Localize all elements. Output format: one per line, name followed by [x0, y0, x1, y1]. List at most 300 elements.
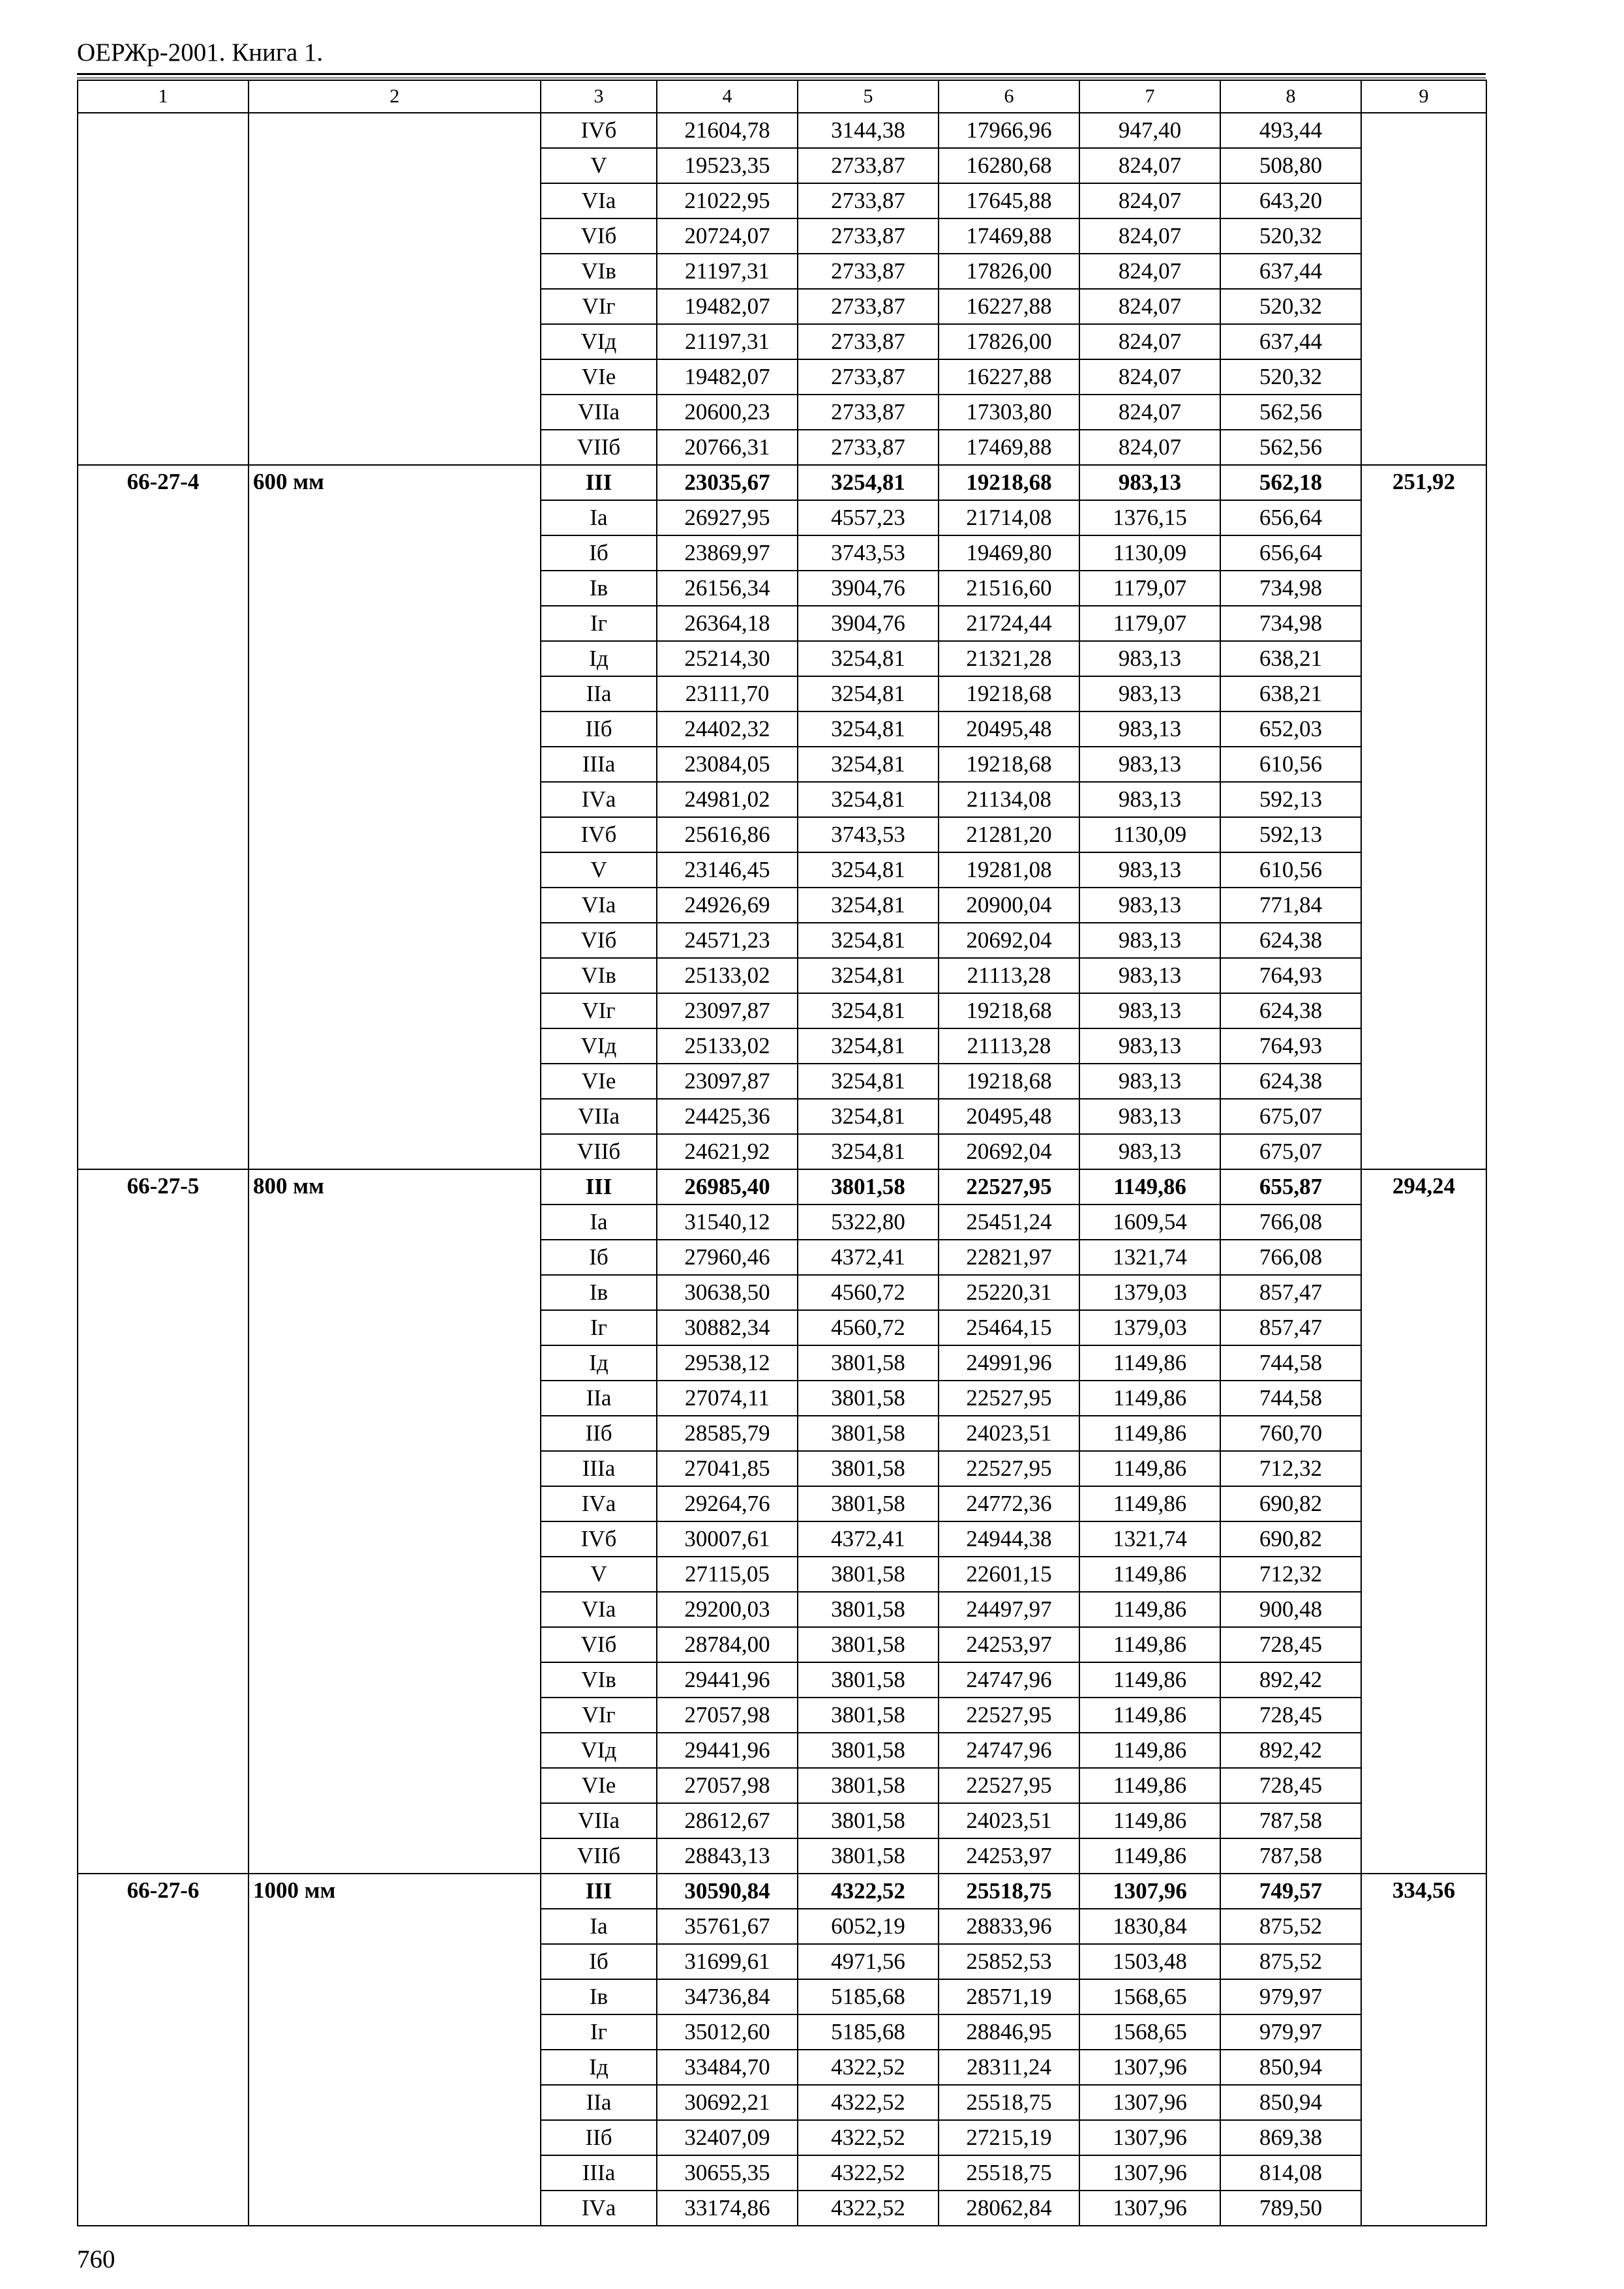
value-cell: 16227,88 [939, 289, 1079, 324]
zone-cell: VIIб [541, 430, 657, 465]
value-cell: 850,94 [1220, 2050, 1361, 2085]
value-cell: 27057,98 [657, 1698, 798, 1733]
value-cell: 983,13 [1079, 782, 1220, 817]
value-cell: 857,47 [1220, 1310, 1361, 1345]
value-cell: 728,45 [1220, 1768, 1361, 1803]
zone-cell: IVб [541, 113, 657, 148]
value-cell: 28833,96 [939, 1909, 1079, 1944]
value-cell: 3254,81 [798, 888, 939, 923]
value-cell: 25616,86 [657, 817, 798, 852]
zone-cell: VIв [541, 254, 657, 289]
value-cell: 857,47 [1220, 1275, 1361, 1310]
value-cell: 17469,88 [939, 430, 1079, 465]
value-cell: 734,98 [1220, 571, 1361, 606]
value-cell: 690,82 [1220, 1521, 1361, 1557]
zone-cell: Iд [541, 1345, 657, 1381]
value-cell: 1149,86 [1079, 1451, 1220, 1486]
value-cell: 28612,67 [657, 1803, 798, 1838]
value-cell: 20900,04 [939, 888, 1079, 923]
value-cell: 592,13 [1220, 817, 1361, 852]
value-cell: 27057,98 [657, 1768, 798, 1803]
value-cell: 24425,36 [657, 1099, 798, 1134]
value-cell: 875,52 [1220, 1909, 1361, 1944]
value-cell: 28585,79 [657, 1416, 798, 1451]
value-cell: 21724,44 [939, 606, 1079, 641]
value-cell: 21113,28 [939, 1028, 1079, 1064]
value-cell: 22821,97 [939, 1240, 1079, 1275]
value-cell: 31540,12 [657, 1204, 798, 1240]
value-cell: 638,21 [1220, 641, 1361, 676]
value-cell: 24402,32 [657, 711, 798, 747]
value-cell: 27041,85 [657, 1451, 798, 1486]
zone-cell: V [541, 852, 657, 888]
value-cell: 1503,48 [1079, 1944, 1220, 1979]
value-cell: 3254,81 [798, 993, 939, 1028]
value-cell: 592,13 [1220, 782, 1361, 817]
value-cell: 26364,18 [657, 606, 798, 641]
value-cell: 30655,35 [657, 2155, 798, 2191]
value-cell: 983,13 [1079, 888, 1220, 923]
value-cell: 25518,75 [939, 1874, 1079, 1909]
value-cell: 3254,81 [798, 1134, 939, 1169]
value-cell: 22527,95 [939, 1169, 1079, 1204]
value-cell: 983,13 [1079, 711, 1220, 747]
value-cell: 814,08 [1220, 2155, 1361, 2191]
zone-cell: VIа [541, 888, 657, 923]
value-cell: 744,58 [1220, 1345, 1361, 1381]
value-cell: 652,03 [1220, 711, 1361, 747]
col9-cell: 251,92 [1361, 465, 1486, 1169]
value-cell: 983,13 [1079, 852, 1220, 888]
value-cell: 3801,58 [798, 1416, 939, 1451]
value-cell: 1179,07 [1079, 571, 1220, 606]
value-cell: 29441,96 [657, 1733, 798, 1768]
value-cell: 3801,58 [798, 1768, 939, 1803]
code-cell: 66-27-4 [78, 465, 248, 1169]
value-cell: 3254,81 [798, 711, 939, 747]
value-cell: 16280,68 [939, 148, 1079, 183]
value-cell: 33484,70 [657, 2050, 798, 2085]
value-cell: 25220,31 [939, 1275, 1079, 1310]
value-cell: 21134,08 [939, 782, 1079, 817]
value-cell: 24023,51 [939, 1803, 1079, 1838]
zone-cell: Iа [541, 1909, 657, 1944]
value-cell: 25518,75 [939, 2155, 1079, 2191]
column-number-cell: 7 [1079, 80, 1220, 113]
value-cell: 3801,58 [798, 1381, 939, 1416]
value-cell: 637,44 [1220, 254, 1361, 289]
code-cell: 66-27-6 [78, 1874, 248, 2226]
value-cell: 1149,86 [1079, 1381, 1220, 1416]
value-cell: 28784,00 [657, 1627, 798, 1662]
value-cell: 2733,87 [798, 324, 939, 359]
value-cell: 31699,61 [657, 1944, 798, 1979]
value-cell: 19218,68 [939, 676, 1079, 711]
page-number: 760 [77, 2245, 115, 2273]
value-cell: 850,94 [1220, 2085, 1361, 2120]
value-cell: 24991,96 [939, 1345, 1079, 1381]
value-cell: 19281,08 [939, 852, 1079, 888]
value-cell: 21516,60 [939, 571, 1079, 606]
zone-cell: Iб [541, 535, 657, 571]
zone-cell: VIIа [541, 1803, 657, 1838]
zone-cell: Iг [541, 2014, 657, 2050]
zone-cell: IVа [541, 2191, 657, 2226]
value-cell: 508,80 [1220, 148, 1361, 183]
value-cell: 3254,81 [798, 958, 939, 993]
zone-cell: IIб [541, 2120, 657, 2155]
value-cell: 3801,58 [798, 1627, 939, 1662]
value-cell: 21197,31 [657, 254, 798, 289]
value-cell: 17966,96 [939, 113, 1079, 148]
value-cell: 764,93 [1220, 1028, 1361, 1064]
value-cell: 766,08 [1220, 1204, 1361, 1240]
value-cell: 3801,58 [798, 1592, 939, 1627]
value-cell: 1149,86 [1079, 1803, 1220, 1838]
value-cell: 983,13 [1079, 958, 1220, 993]
name-cell: 800 мм [248, 1169, 541, 1874]
value-cell: 20766,31 [657, 430, 798, 465]
value-cell: 3801,58 [798, 1451, 939, 1486]
value-cell: 3801,58 [798, 1838, 939, 1874]
zone-cell: Iа [541, 1204, 657, 1240]
zone-cell: Iв [541, 1275, 657, 1310]
value-cell: 983,13 [1079, 1099, 1220, 1134]
zone-cell: VIе [541, 1768, 657, 1803]
value-cell: 17826,00 [939, 324, 1079, 359]
value-cell: 1307,96 [1079, 1874, 1220, 1909]
value-cell: 21022,95 [657, 183, 798, 218]
value-cell: 824,07 [1079, 395, 1220, 430]
table-row [78, 1169, 1486, 1204]
value-cell: 24571,23 [657, 923, 798, 958]
value-cell: 3254,81 [798, 1099, 939, 1134]
value-cell: 562,18 [1220, 465, 1361, 500]
value-cell: 1568,65 [1079, 1979, 1220, 2014]
value-cell: 29200,03 [657, 1592, 798, 1627]
column-number-cell: 6 [939, 80, 1079, 113]
value-cell: 35761,67 [657, 1909, 798, 1944]
value-cell: 4322,52 [798, 2120, 939, 2155]
value-cell: 20495,48 [939, 1099, 1079, 1134]
value-cell: 1307,96 [1079, 2120, 1220, 2155]
value-cell: 1149,86 [1079, 1416, 1220, 1451]
col9-cell: 294,24 [1361, 1169, 1486, 1874]
rates-table [77, 80, 1487, 2226]
value-cell: 869,38 [1220, 2120, 1361, 2155]
value-cell: 771,84 [1220, 888, 1361, 923]
value-cell: 1321,74 [1079, 1521, 1220, 1557]
value-cell: 17645,88 [939, 183, 1079, 218]
value-cell: 22527,95 [939, 1381, 1079, 1416]
value-cell: 787,58 [1220, 1803, 1361, 1838]
zone-cell: VIг [541, 289, 657, 324]
value-cell: 20692,04 [939, 1134, 1079, 1169]
value-cell: 3801,58 [798, 1803, 939, 1838]
value-cell: 1568,65 [1079, 2014, 1220, 2050]
value-cell: 983,13 [1079, 1064, 1220, 1099]
value-cell: 21113,28 [939, 958, 1079, 993]
value-cell: 1149,86 [1079, 1345, 1220, 1381]
value-cell: 3801,58 [798, 1169, 939, 1204]
zone-cell: VIе [541, 1064, 657, 1099]
value-cell: 2733,87 [798, 395, 939, 430]
zone-cell: Iа [541, 500, 657, 535]
table-row [78, 113, 1486, 148]
value-cell: 3801,58 [798, 1557, 939, 1592]
value-cell: 728,45 [1220, 1698, 1361, 1733]
zone-cell: IIIа [541, 747, 657, 782]
value-cell: 1321,74 [1079, 1240, 1220, 1275]
value-cell: 21321,28 [939, 641, 1079, 676]
value-cell: 983,13 [1079, 993, 1220, 1028]
zone-cell: IIIа [541, 1451, 657, 1486]
value-cell: 5322,80 [798, 1204, 939, 1240]
value-cell: 766,08 [1220, 1240, 1361, 1275]
value-cell: 3801,58 [798, 1698, 939, 1733]
value-cell: 1149,86 [1079, 1698, 1220, 1733]
value-cell: 22601,15 [939, 1557, 1079, 1592]
value-cell: 24621,92 [657, 1134, 798, 1169]
value-cell: 983,13 [1079, 747, 1220, 782]
value-cell: 983,13 [1079, 923, 1220, 958]
zone-cell: VIв [541, 958, 657, 993]
column-number-cell: 8 [1220, 80, 1361, 113]
table-row [78, 1874, 1486, 1909]
value-cell: 712,32 [1220, 1451, 1361, 1486]
column-number-cell: 2 [248, 80, 541, 113]
value-cell: 749,57 [1220, 1874, 1361, 1909]
zone-cell: IIб [541, 1416, 657, 1451]
zone-cell: VIв [541, 1662, 657, 1698]
value-cell: 24023,51 [939, 1416, 1079, 1451]
zone-cell: Iб [541, 1240, 657, 1275]
value-cell: 1149,86 [1079, 1169, 1220, 1204]
name-cell [248, 113, 541, 465]
value-cell: 28062,84 [939, 2191, 1079, 2226]
value-cell: 824,07 [1079, 359, 1220, 395]
value-cell: 25133,02 [657, 958, 798, 993]
zone-cell: VIа [541, 1592, 657, 1627]
zone-cell: IVа [541, 782, 657, 817]
value-cell: 19469,80 [939, 535, 1079, 571]
value-cell: 624,38 [1220, 1064, 1361, 1099]
value-cell: 33174,86 [657, 2191, 798, 2226]
value-cell: 2733,87 [798, 430, 939, 465]
value-cell: 17469,88 [939, 218, 1079, 254]
zone-cell: Iг [541, 1310, 657, 1345]
value-cell: 624,38 [1220, 923, 1361, 958]
value-cell: 656,64 [1220, 535, 1361, 571]
table-row [78, 465, 1486, 500]
value-cell: 624,38 [1220, 993, 1361, 1028]
value-cell: 4322,52 [798, 2050, 939, 2085]
value-cell: 30007,61 [657, 1521, 798, 1557]
value-cell: 19218,68 [939, 747, 1079, 782]
column-number-cell: 3 [541, 80, 657, 113]
zone-cell: V [541, 1557, 657, 1592]
value-cell: 5185,68 [798, 2014, 939, 2050]
value-cell: 3743,53 [798, 535, 939, 571]
value-cell: 28311,24 [939, 2050, 1079, 2085]
code-cell: 66-27-5 [78, 1169, 248, 1874]
value-cell: 610,56 [1220, 747, 1361, 782]
value-cell: 1149,86 [1079, 1733, 1220, 1768]
value-cell: 28571,19 [939, 1979, 1079, 2014]
value-cell: 4560,72 [798, 1275, 939, 1310]
value-cell: 675,07 [1220, 1099, 1361, 1134]
value-cell: 23035,67 [657, 465, 798, 500]
zone-cell: IVб [541, 1521, 657, 1557]
value-cell: 21714,08 [939, 500, 1079, 535]
value-cell: 3254,81 [798, 641, 939, 676]
zone-cell: VIа [541, 183, 657, 218]
zone-cell: VIб [541, 1627, 657, 1662]
value-cell: 728,45 [1220, 1627, 1361, 1662]
value-cell: 20692,04 [939, 923, 1079, 958]
value-cell: 3743,53 [798, 817, 939, 852]
value-cell: 875,52 [1220, 1944, 1361, 1979]
value-cell: 712,32 [1220, 1557, 1361, 1592]
value-cell: 2733,87 [798, 183, 939, 218]
value-cell: 20495,48 [939, 711, 1079, 747]
zone-cell: Iв [541, 571, 657, 606]
value-cell: 22527,95 [939, 1768, 1079, 1803]
value-cell: 4557,23 [798, 500, 939, 535]
value-cell: 4560,72 [798, 1310, 939, 1345]
value-cell: 22527,95 [939, 1698, 1079, 1733]
value-cell: 21604,78 [657, 113, 798, 148]
value-cell: 17826,00 [939, 254, 1079, 289]
zone-cell: VIб [541, 218, 657, 254]
name-cell: 600 мм [248, 465, 541, 1169]
value-cell: 1379,03 [1079, 1275, 1220, 1310]
value-cell: 20600,23 [657, 395, 798, 430]
zone-cell: IIа [541, 2085, 657, 2120]
column-number-cell: 4 [657, 80, 798, 113]
value-cell: 824,07 [1079, 324, 1220, 359]
value-cell: 1307,96 [1079, 2050, 1220, 2085]
value-cell: 3904,76 [798, 606, 939, 641]
zone-cell: VIIб [541, 1838, 657, 1874]
value-cell: 655,87 [1220, 1169, 1361, 1204]
value-cell: 900,48 [1220, 1592, 1361, 1627]
value-cell: 1130,09 [1079, 817, 1220, 852]
value-cell: 3801,58 [798, 1345, 939, 1381]
column-number-cell: 9 [1361, 80, 1486, 113]
value-cell: 1307,96 [1079, 2191, 1220, 2226]
value-cell: 24253,97 [939, 1627, 1079, 1662]
value-cell: 29441,96 [657, 1662, 798, 1698]
value-cell: 19482,07 [657, 289, 798, 324]
value-cell: 27115,05 [657, 1557, 798, 1592]
value-cell: 1307,96 [1079, 2085, 1220, 2120]
value-cell: 983,13 [1079, 465, 1220, 500]
value-cell: 26156,34 [657, 571, 798, 606]
zone-cell: IVа [541, 1486, 657, 1521]
value-cell: 3254,81 [798, 676, 939, 711]
value-cell: 1149,86 [1079, 1592, 1220, 1627]
zone-cell: VIе [541, 359, 657, 395]
value-cell: 2733,87 [798, 218, 939, 254]
value-cell: 824,07 [1079, 148, 1220, 183]
value-cell: 19523,35 [657, 148, 798, 183]
value-cell: 25451,24 [939, 1204, 1079, 1240]
value-cell: 2733,87 [798, 148, 939, 183]
col9-cell: 334,56 [1361, 1874, 1486, 2226]
zone-cell: IIIа [541, 2155, 657, 2191]
value-cell: 3801,58 [798, 1486, 939, 1521]
value-cell: 26927,95 [657, 500, 798, 535]
value-cell: 824,07 [1079, 289, 1220, 324]
value-cell: 29264,76 [657, 1486, 798, 1521]
zone-cell: Iд [541, 641, 657, 676]
value-cell: 947,40 [1079, 113, 1220, 148]
value-cell: 23097,87 [657, 1064, 798, 1099]
value-cell: 734,98 [1220, 606, 1361, 641]
value-cell: 30590,84 [657, 1874, 798, 1909]
value-cell: 22527,95 [939, 1451, 1079, 1486]
value-cell: 6052,19 [798, 1909, 939, 1944]
value-cell: 3254,81 [798, 1064, 939, 1099]
value-cell: 983,13 [1079, 676, 1220, 711]
zone-cell: VIIб [541, 1134, 657, 1169]
value-cell: 4322,52 [798, 2085, 939, 2120]
value-cell: 1130,09 [1079, 535, 1220, 571]
value-cell: 656,64 [1220, 500, 1361, 535]
value-cell: 1379,03 [1079, 1310, 1220, 1345]
value-cell: 1149,86 [1079, 1486, 1220, 1521]
value-cell: 17303,80 [939, 395, 1079, 430]
zone-cell: VIб [541, 923, 657, 958]
value-cell: 3254,81 [798, 465, 939, 500]
value-cell: 3254,81 [798, 747, 939, 782]
value-cell: 1179,07 [1079, 606, 1220, 641]
value-cell: 979,97 [1220, 2014, 1361, 2050]
value-cell: 23146,45 [657, 852, 798, 888]
value-cell: 744,58 [1220, 1381, 1361, 1416]
value-cell: 638,21 [1220, 676, 1361, 711]
value-cell: 1307,96 [1079, 2155, 1220, 2191]
value-cell: 25464,15 [939, 1310, 1079, 1345]
value-cell: 20724,07 [657, 218, 798, 254]
zone-cell: IIа [541, 676, 657, 711]
value-cell: 24747,96 [939, 1662, 1079, 1698]
value-cell: 520,32 [1220, 359, 1361, 395]
column-number-row [78, 80, 1486, 113]
zone-cell: VIд [541, 1733, 657, 1768]
value-cell: 789,50 [1220, 2191, 1361, 2226]
value-cell: 3254,81 [798, 852, 939, 888]
value-cell: 27074,11 [657, 1381, 798, 1416]
zone-cell: IVб [541, 817, 657, 852]
value-cell: 24747,96 [939, 1733, 1079, 1768]
value-cell: 24926,69 [657, 888, 798, 923]
value-cell: 764,93 [1220, 958, 1361, 993]
zone-cell: III [541, 1169, 657, 1204]
value-cell: 520,32 [1220, 218, 1361, 254]
zone-cell: VIд [541, 1028, 657, 1064]
value-cell: 21197,31 [657, 324, 798, 359]
value-cell: 2733,87 [798, 359, 939, 395]
zone-cell: VIг [541, 1698, 657, 1733]
value-cell: 25214,30 [657, 641, 798, 676]
value-cell: 23111,70 [657, 676, 798, 711]
value-cell: 637,44 [1220, 324, 1361, 359]
value-cell: 16227,88 [939, 359, 1079, 395]
value-cell: 19482,07 [657, 359, 798, 395]
value-cell: 1149,86 [1079, 1627, 1220, 1662]
